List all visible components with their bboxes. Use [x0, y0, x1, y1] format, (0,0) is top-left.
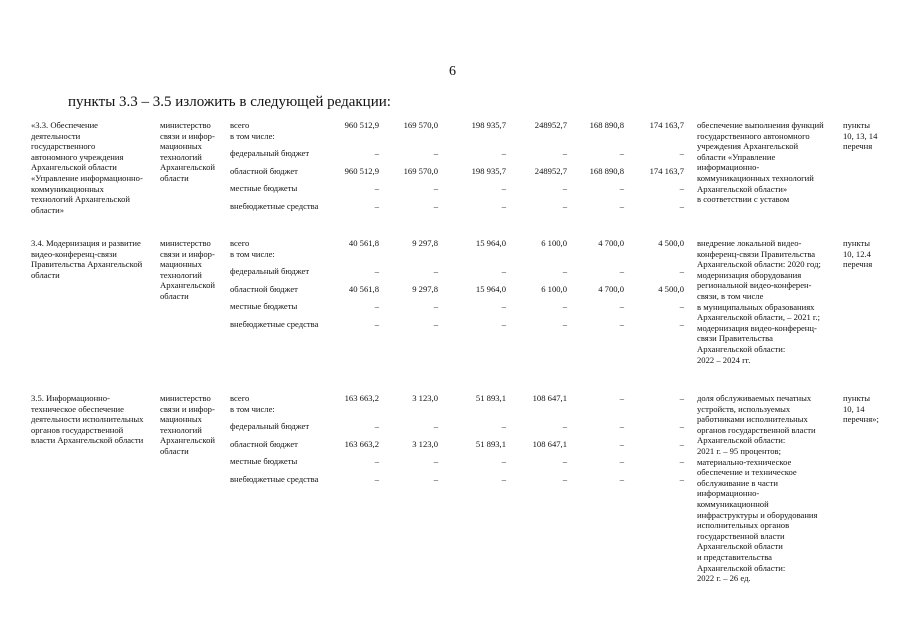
funding-value: 51 893,1: [475, 439, 506, 449]
funding-value: –: [433, 474, 438, 484]
funding-source-label: [230, 284, 342, 295]
text-line: министерство: [160, 120, 211, 130]
text-line: в том числе:: [230, 248, 275, 259]
text-line: в том числе:: [230, 403, 275, 414]
funding-value: –: [562, 201, 567, 211]
text-line: доля обслуживаемых печатных: [697, 393, 812, 403]
text-line: внебюджетные средства: [230, 201, 319, 211]
funding-value: –: [501, 183, 506, 193]
amendment-heading: пункты 3.3 – 3.5 изложить в следующей редакции:: [68, 94, 391, 110]
text-line: Архангельской: [160, 435, 215, 446]
funding-value: 4 700,0: [598, 284, 624, 294]
funding-value: –: [433, 148, 438, 158]
expected-result: [697, 120, 847, 205]
text-line: мационных: [160, 141, 202, 152]
text-line: мационных: [160, 414, 202, 425]
funding-value: –: [619, 201, 624, 211]
funding-value: –: [679, 393, 684, 403]
text-line: «3.3. Обеспечение: [31, 120, 98, 130]
text-line: Архангельской области: [697, 541, 783, 552]
text-line: перечня: [843, 141, 873, 152]
funding-value: –: [433, 456, 438, 466]
funding-value: –: [433, 266, 438, 276]
funding-value: 9 297,8: [412, 284, 438, 294]
funding-value: 4 500,0: [658, 284, 684, 294]
text-line: связи и инфор-: [160, 248, 215, 259]
text-line: пункты: [843, 393, 871, 403]
text-line: 3.5. Информационно-: [31, 393, 110, 403]
text-line: 10, 13, 14: [843, 130, 878, 141]
funding-value: –: [679, 456, 684, 466]
text-line: 10, 12.4: [843, 248, 871, 259]
funding-value: –: [374, 301, 379, 311]
text-line: 3.4. Модернизация и развитие: [31, 238, 141, 248]
text-line: местные бюджеты: [230, 183, 298, 193]
text-line: внебюджетные средства: [230, 319, 319, 329]
funding-value: –: [433, 201, 438, 211]
funding-value: 198 935,7: [471, 166, 506, 176]
funding-value: –: [679, 474, 684, 484]
text-line: деятельности: [31, 130, 81, 141]
text-line: конференц-связи Правительства: [697, 248, 816, 259]
text-line: обслуживание в части: [697, 477, 778, 488]
funding-value: –: [562, 183, 567, 193]
text-line: Архангельской области:: [697, 562, 786, 573]
funding-value: –: [562, 456, 567, 466]
funding-value: –: [433, 301, 438, 311]
text-line: коммуникационных: [31, 183, 104, 194]
funding-value: –: [619, 266, 624, 276]
funding-value: –: [679, 148, 684, 158]
funding-value: –: [562, 148, 567, 158]
funding-value: 168 890,8: [589, 120, 624, 130]
text-line: техническое обеспечение: [31, 403, 124, 414]
text-line: внедрение локальной видео-: [697, 238, 802, 248]
text-line: региональной видео-конферен-: [697, 280, 812, 291]
funding-value: –: [433, 421, 438, 431]
text-line: 2021 г. – 95 процентов;: [697, 445, 781, 456]
text-line: деятельности исполнительных: [31, 414, 144, 425]
text-line: материально-техническое: [697, 456, 792, 467]
text-line: инфраструктуры и оборудования: [697, 509, 818, 520]
text-line: Архангельской: [160, 280, 215, 291]
expected-result: [697, 238, 847, 365]
text-line: связи и инфор-: [160, 403, 215, 414]
funding-value: 108 647,1: [532, 393, 567, 403]
text-line: области: [31, 269, 60, 280]
funding-source-label: [230, 166, 342, 177]
funding-value: 108 647,1: [532, 439, 567, 449]
funding-source-label: [230, 439, 342, 450]
funding-value: 168 890,8: [589, 166, 624, 176]
text-line: федеральный бюджет: [230, 421, 310, 431]
funding-source-label: [230, 120, 342, 141]
text-line: федеральный бюджет: [230, 266, 310, 276]
funding-value: 40 561,8: [348, 238, 379, 248]
funding-value: –: [619, 456, 624, 466]
text-line: перечня: [843, 259, 873, 270]
funding-value: 169 570,0: [403, 166, 438, 176]
funding-value: –: [619, 474, 624, 484]
funding-value: –: [433, 183, 438, 193]
funding-value: 248952,7: [534, 120, 567, 130]
executor: [160, 393, 228, 457]
funding-value: –: [501, 474, 506, 484]
text-line: связи и инфор-: [160, 130, 215, 141]
text-line: информационно-: [697, 488, 760, 499]
funding-value: –: [562, 301, 567, 311]
text-line: Архангельской области:: [697, 435, 786, 446]
text-line: технологий Архангельской: [31, 194, 130, 205]
text-line: всего: [230, 238, 250, 248]
text-line: государственного: [31, 141, 96, 152]
text-line: в том числе:: [230, 130, 275, 141]
text-line: пункты: [843, 238, 871, 248]
list-points: [843, 393, 895, 425]
funding-value: –: [679, 201, 684, 211]
text-line: обеспечение и техническое: [697, 467, 797, 478]
text-line: устройств, используемых: [697, 403, 791, 414]
text-line: Архангельской области»: [697, 183, 788, 194]
text-line: технологий: [160, 151, 202, 162]
text-line: обеспечение выполнения функций: [697, 120, 824, 130]
text-line: государственной власти: [697, 530, 785, 541]
funding-value: –: [374, 421, 379, 431]
text-line: мационных: [160, 259, 202, 270]
measure-name: [31, 238, 161, 280]
funding-value: 4 700,0: [598, 238, 624, 248]
funding-value: 174 163,7: [649, 166, 684, 176]
funding-value: 3 123,0: [412, 439, 438, 449]
text-line: связи, в том числе: [697, 290, 764, 301]
funding-value: 40 561,8: [348, 284, 379, 294]
measure-name: [31, 393, 161, 446]
funding-source-label: [230, 421, 342, 432]
page-number: 6: [449, 64, 456, 79]
list-points: [843, 120, 895, 152]
text-line: 2022 – 2024 гг.: [697, 354, 751, 365]
text-line: министерство: [160, 393, 211, 403]
funding-value: 51 893,1: [475, 393, 506, 403]
funding-value: –: [619, 421, 624, 431]
funding-value: –: [501, 319, 506, 329]
funding-source-label: [230, 201, 342, 212]
funding-source-label: [230, 238, 342, 259]
funding-source-label: [230, 148, 342, 159]
funding-value: –: [374, 474, 379, 484]
text-line: области»: [31, 204, 65, 215]
text-line: области: [160, 290, 189, 301]
funding-value: –: [374, 266, 379, 276]
funding-value: –: [501, 266, 506, 276]
text-line: областной бюджет: [230, 284, 298, 294]
funding-value: –: [619, 439, 624, 449]
text-line: перечня»;: [843, 414, 879, 425]
text-line: областной бюджет: [230, 439, 298, 449]
text-line: Архангельской: [160, 162, 215, 173]
funding-value: 169 570,0: [403, 120, 438, 130]
text-line: министерство: [160, 238, 211, 248]
text-line: области: [160, 445, 189, 456]
funding-value: 248952,7: [534, 166, 567, 176]
funding-value: –: [562, 319, 567, 329]
text-line: Правительства Архангельской: [31, 259, 143, 270]
text-line: органов государственной: [31, 424, 124, 435]
funding-value: –: [679, 319, 684, 329]
text-line: работниками исполнительных: [697, 414, 808, 425]
measure-name: [31, 120, 161, 215]
funding-source-label: [230, 301, 342, 312]
text-line: коммуникационной: [697, 498, 769, 509]
funding-source-label: [230, 474, 342, 485]
funding-value: 15 964,0: [475, 284, 506, 294]
text-line: Архангельской области, – 2021 г.;: [697, 312, 821, 323]
text-line: местные бюджеты: [230, 456, 298, 466]
list-points: [843, 238, 895, 270]
funding-value: 6 100,0: [541, 238, 567, 248]
funding-source-label: [230, 183, 342, 194]
funding-value: –: [619, 183, 624, 193]
text-line: информационно-: [697, 162, 760, 173]
funding-value: –: [501, 456, 506, 466]
text-line: учреждения Архангельской: [697, 141, 799, 152]
funding-value: –: [374, 201, 379, 211]
text-line: местные бюджеты: [230, 301, 298, 311]
funding-value: –: [433, 319, 438, 329]
text-line: Архангельской области: [31, 162, 117, 173]
text-line: автономного учреждения: [31, 151, 124, 162]
text-line: федеральный бюджет: [230, 148, 310, 158]
funding-value: –: [374, 183, 379, 193]
text-line: технологий: [160, 269, 202, 280]
funding-value: –: [562, 266, 567, 276]
text-line: государственного автономного: [697, 130, 810, 141]
funding-value: –: [501, 201, 506, 211]
funding-value: 960 512,9: [344, 166, 379, 176]
text-line: и представительства: [697, 551, 772, 562]
funding-value: –: [619, 319, 624, 329]
funding-value: –: [679, 439, 684, 449]
funding-value: 163 663,2: [344, 439, 379, 449]
text-line: пункты: [843, 120, 871, 130]
funding-value: –: [374, 148, 379, 158]
funding-value: –: [374, 319, 379, 329]
funding-value: 960 512,9: [344, 120, 379, 130]
text-line: областной бюджет: [230, 166, 298, 176]
funding-value: 6 100,0: [541, 284, 567, 294]
text-line: технологий: [160, 424, 202, 435]
funding-value: –: [679, 301, 684, 311]
text-line: органов государственной власти: [697, 424, 816, 435]
funding-value: 4 500,0: [658, 238, 684, 248]
text-line: «Управление информационно-: [31, 172, 143, 183]
funding-value: –: [679, 183, 684, 193]
executor: [160, 120, 228, 184]
funding-value: –: [374, 456, 379, 466]
text-line: области: [160, 172, 189, 183]
text-line: коммуникационных технологий: [697, 172, 814, 183]
funding-value: 163 663,2: [344, 393, 379, 403]
funding-value: –: [619, 301, 624, 311]
text-line: в муниципальных образованиях: [697, 301, 815, 312]
text-line: видео-конференц-связи: [31, 248, 117, 259]
text-line: власти Архангельской области: [31, 435, 144, 446]
funding-value: –: [562, 421, 567, 431]
text-line: в соответствии с уставом: [697, 194, 790, 205]
text-line: модернизация оборудования: [697, 269, 802, 280]
funding-value: –: [501, 421, 506, 431]
text-line: связи Правительства: [697, 333, 773, 344]
funding-value: –: [562, 474, 567, 484]
text-line: 2022 г. – 26 ед.: [697, 573, 751, 584]
text-line: модернизация видео-конференц-: [697, 322, 817, 333]
expected-result: [697, 393, 847, 584]
funding-value: 15 964,0: [475, 238, 506, 248]
funding-value: –: [619, 148, 624, 158]
funding-value: –: [679, 421, 684, 431]
text-line: всего: [230, 393, 250, 403]
funding-value: –: [619, 393, 624, 403]
text-line: Архангельской области:: [697, 343, 786, 354]
funding-source-label: [230, 266, 342, 277]
text-line: всего: [230, 120, 250, 130]
executor: [160, 238, 228, 302]
funding-value: 198 935,7: [471, 120, 506, 130]
funding-source-label: [230, 393, 342, 414]
funding-value: 9 297,8: [412, 238, 438, 248]
funding-value: –: [679, 266, 684, 276]
funding-value: 174 163,7: [649, 120, 684, 130]
funding-value: 3 123,0: [412, 393, 438, 403]
funding-source-label: [230, 319, 342, 330]
text-line: Архангельской области: 2020 год;: [697, 259, 821, 270]
text-line: области «Управление: [697, 151, 776, 162]
funding-value: –: [501, 148, 506, 158]
text-line: исполнительных органов: [697, 520, 790, 531]
funding-value: –: [501, 301, 506, 311]
funding-source-label: [230, 456, 342, 467]
text-line: внебюджетные средства: [230, 474, 319, 484]
text-line: 10, 14: [843, 403, 865, 414]
